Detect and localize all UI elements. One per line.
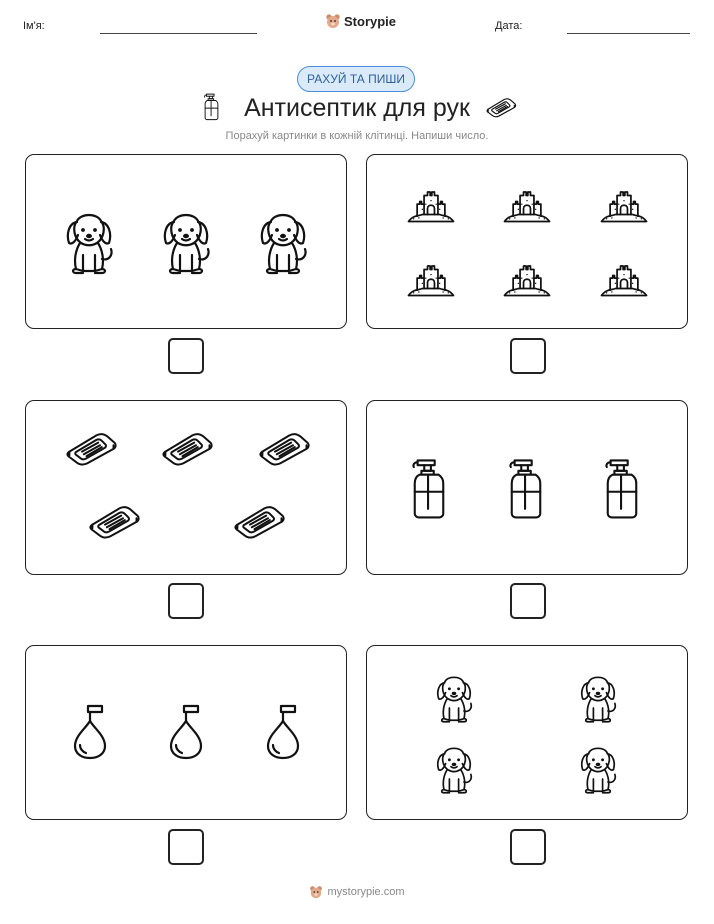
dog-icon bbox=[156, 207, 216, 277]
pump-bottle-icon bbox=[410, 453, 448, 521]
count-panel-dogs-small bbox=[366, 645, 688, 820]
answer-box[interactable] bbox=[510, 338, 546, 374]
pump-bottle-icon bbox=[507, 453, 545, 521]
date-label: Дата: bbox=[495, 20, 523, 32]
brand-name: Storypie bbox=[344, 13, 397, 29]
sandcastle-icon bbox=[405, 182, 457, 228]
count-panel-dogs bbox=[25, 154, 347, 329]
date-line[interactable] bbox=[567, 33, 690, 34]
bear-logo-icon bbox=[309, 885, 323, 899]
answer-box[interactable] bbox=[168, 583, 204, 619]
count-panel-pipettes bbox=[25, 645, 347, 820]
name-label: Ім'я: bbox=[23, 20, 45, 32]
soap-bar-icon bbox=[232, 502, 286, 540]
dog-icon bbox=[431, 671, 477, 725]
sandcastle-icon bbox=[501, 182, 553, 228]
dog-icon bbox=[431, 742, 477, 796]
pipette-bulb-icon bbox=[263, 701, 303, 761]
answer-box[interactable] bbox=[510, 583, 546, 619]
soap-bar-icon bbox=[257, 429, 311, 467]
dog-icon bbox=[575, 671, 621, 725]
sandcastle-icon bbox=[405, 256, 457, 302]
instructions: Порахуй картинки в кожній клітинці. Напиши число. bbox=[225, 130, 489, 142]
soap-bar-icon bbox=[485, 96, 517, 118]
answer-box[interactable] bbox=[168, 338, 204, 374]
footer-url[interactable]: mystorypie.com bbox=[327, 886, 405, 898]
sandcastle-icon bbox=[598, 182, 650, 228]
soap-bar-icon bbox=[160, 429, 214, 467]
sandcastle-icon bbox=[598, 256, 650, 302]
answer-box[interactable] bbox=[510, 829, 546, 865]
brand-logo bbox=[325, 13, 396, 29]
count-panel-pump-bottles bbox=[366, 400, 688, 575]
soap-bar-icon bbox=[64, 429, 118, 467]
footer bbox=[0, 885, 714, 899]
pump-bottle-icon bbox=[603, 453, 641, 521]
count-panel-sandcastles bbox=[366, 154, 688, 329]
dog-icon bbox=[253, 207, 313, 277]
answer-box[interactable] bbox=[168, 829, 204, 865]
pump-bottle-icon bbox=[203, 91, 220, 121]
sandcastle-icon bbox=[501, 256, 553, 302]
dog-icon bbox=[59, 207, 119, 277]
page-title: Антисептик для рук bbox=[244, 94, 470, 122]
soap-bar-icon bbox=[87, 502, 141, 540]
bear-logo-icon bbox=[325, 13, 341, 29]
dog-icon bbox=[575, 742, 621, 796]
pipette-bulb-icon bbox=[70, 701, 110, 761]
activity-badge: РАХУЙ ТА ПИШИ bbox=[297, 66, 415, 92]
name-line[interactable] bbox=[100, 33, 257, 34]
pipette-bulb-icon bbox=[166, 701, 206, 761]
count-panel-soap-bars bbox=[25, 400, 347, 575]
